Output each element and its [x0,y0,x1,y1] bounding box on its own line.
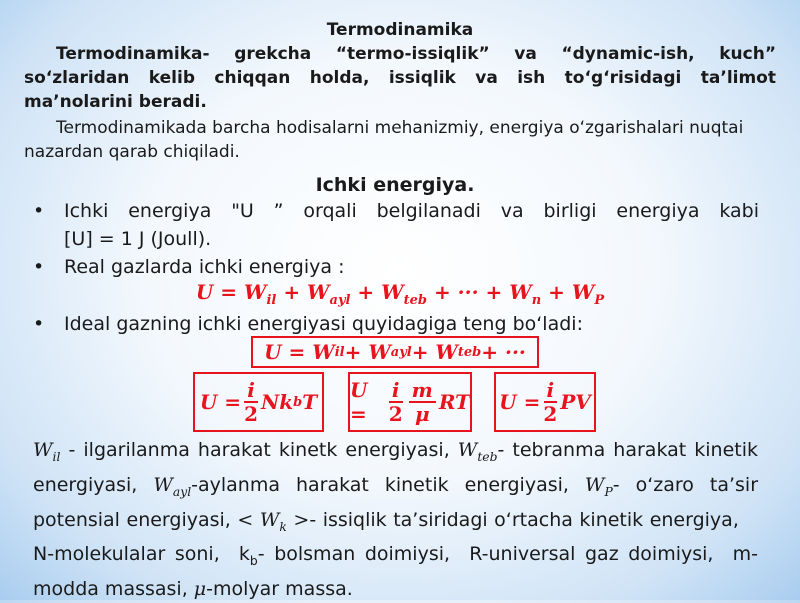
bullet-1-line-2: [U] = 1 J (Joull). [64,228,212,250]
page-title: Termodinamika [326,20,474,40]
section-title: Ichki energiya. [315,174,475,196]
ideal-gas-energy-formula-box: U = W il + W ayl + W teb + ··· [251,336,539,368]
desc-r: R-universal gaz doimiysi, [469,543,714,566]
bullet-1-line-1: Ichki energiya "U ” orqali belgilanadi va birligi energiya kabi [64,200,759,222]
desc-w-k: - issiqlik ta’siridagi o‘rtacha kinetik energiya, [309,508,739,531]
desc-w-il: - ilgarilanma harakat kinetk energiyasi, [68,439,450,461]
description-paragraph [24,116,776,164]
bullet-2-text: Real gazlarda ichki energiya : [64,256,345,278]
desc-w-ayl: -aylanma harakat kinetik energiyasi, [191,473,569,496]
bullet-marker: • [33,200,45,222]
description-text: Termodinamikada barcha hodisalarni mehanizmiy, energiya o‘zgarishalari nuqtai nazardan qarab chiqiladi. [24,118,744,162]
symbols-description: $W_{il}$ - ilgarilanma harakat kinetk energiyasi, $W_{teb}-$ tebranma harakat kinetik energiyasi, $W_{ayl}$-aylanma harakat kinetik energiyasi, $W_P-$ o‘zaro ta’sir potensial energiyasi, < $W_k$ >- issiqlik ta’siridagi o‘rtacha kinetik energiya, N-molekulalar soni, $k_b-$ bolsman doimiysi, R-universal gaz doimiysi, m- modda massasi, μ-molyar massa. [33,439,759,601]
real-gas-energy-formula: $U = W_{il} + W_{ayl} + W_{teb}$ + ··· + $W_n + W_P$ [195,280,605,308]
definition-lead: Termodinamika- [56,44,210,64]
formula-box-pv: U = $\frac{i}{2}$ PV [494,372,596,432]
definition-paragraph [24,42,776,114]
bullet-marker: • [33,256,45,278]
bullet-marker: • [33,313,45,335]
desc-kb: - bolsman doimiysi, [257,543,451,566]
formula-box-nkt: U = $\frac{i}{2}$ Nk b T [193,372,324,432]
definition-text: grekcha “termo-issiqlik” va “dynamic-ish, kuch” so‘zlaridan kelib chiqqan holda, issiqlik va ish to‘g‘risidagi ta’limot ma’nolarini beradi. [24,44,776,112]
formula-box-rt: U = $\frac{i}{2}$ $\frac{m}{\mu}$ RT [348,372,472,432]
bullet-3-text: Ideal gazning ichki energiyasi quyidagiga teng bo‘ladi: [64,313,583,335]
desc-n: N-molekulalar soni, [33,543,220,566]
desc-mu: -molyar massa. [206,578,353,601]
desc-w-teb: - tebranma harakat kinetik energiyasi, [33,439,758,496]
desc-w-p: - o‘zaro ta’sir potensial energiyasi, [33,473,759,531]
desc-m: m- modda massasi, [33,543,758,601]
